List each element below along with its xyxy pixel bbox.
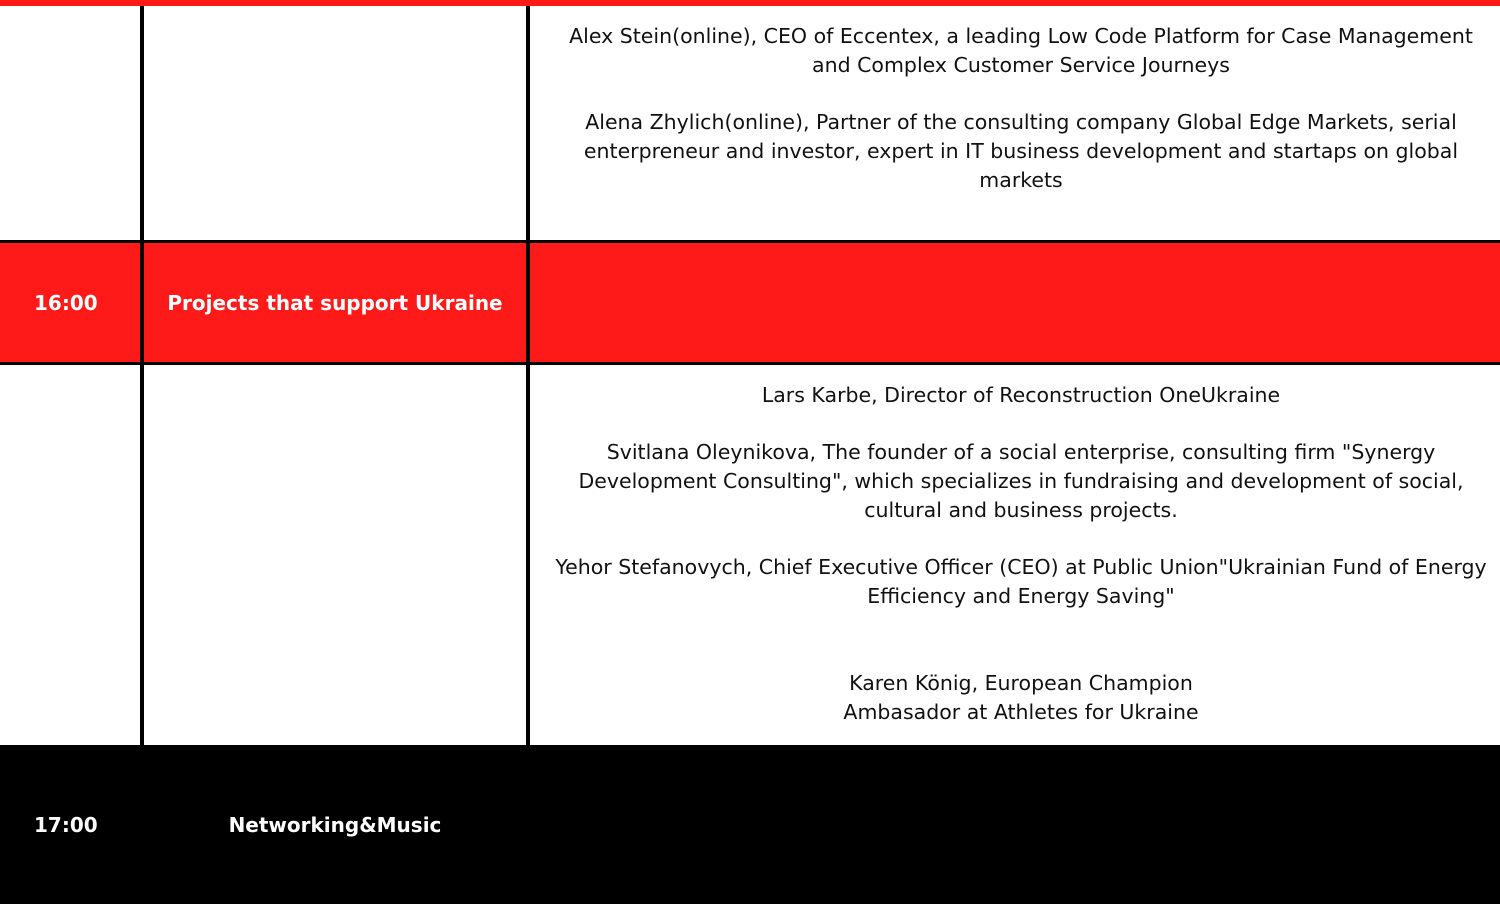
time-cell: [0, 365, 140, 745]
speakers-cell: [530, 6, 1500, 240]
speaker-entry: Alena Zhylich(online), Partner of the consulting company Global Edge Markets, serial enterpreneur and investor, expert in IT business development and startaps on global markets: [583, 110, 1459, 192]
networking-time: 17:00: [34, 812, 98, 837]
networking-title: Networking&Music: [228, 812, 442, 837]
speaker-entry: Yehor Stefanovych, Chief Executive Officer (CEO) at Public Union"Ukrainian Fund of Energy Efficiency and Energy Saving": [555, 555, 1487, 608]
title-cell: [140, 365, 530, 745]
speaker-entry: Lars Karbe, Director of Reconstruction OneUkraine: [761, 383, 1281, 407]
schedule-row-networking: [0, 745, 1500, 904]
speaker-entry: Svitlana Oleynikova, The founder of a social enterprise, consulting firm "Synergy Development Consulting", which specializes in fundraising and development of social, cultural and business projects.: [578, 440, 1464, 522]
speaker-entry: Karen König, European Champion Ambasador at Athletes for Ukraine: [843, 671, 1199, 724]
time-cell: [0, 6, 140, 240]
speakers-cell: [530, 365, 1500, 745]
session-title: Projects that support Ukraine: [167, 290, 503, 315]
speaker-entry: Alex Stein(online), CEO of Eccentex, a leading Low Code Platform for Case Management and Complex Customer Service Journeys: [569, 24, 1473, 77]
schedule-row-speakers-1: [0, 6, 1500, 240]
speakers-cell: [530, 243, 1500, 362]
session-time: 16:00: [34, 290, 98, 315]
time-cell: [0, 243, 140, 362]
title-cell: [140, 6, 530, 240]
schedule-row-speakers-2: [0, 365, 1500, 745]
title-cell: [140, 243, 530, 362]
schedule-row-session: [0, 240, 1500, 365]
